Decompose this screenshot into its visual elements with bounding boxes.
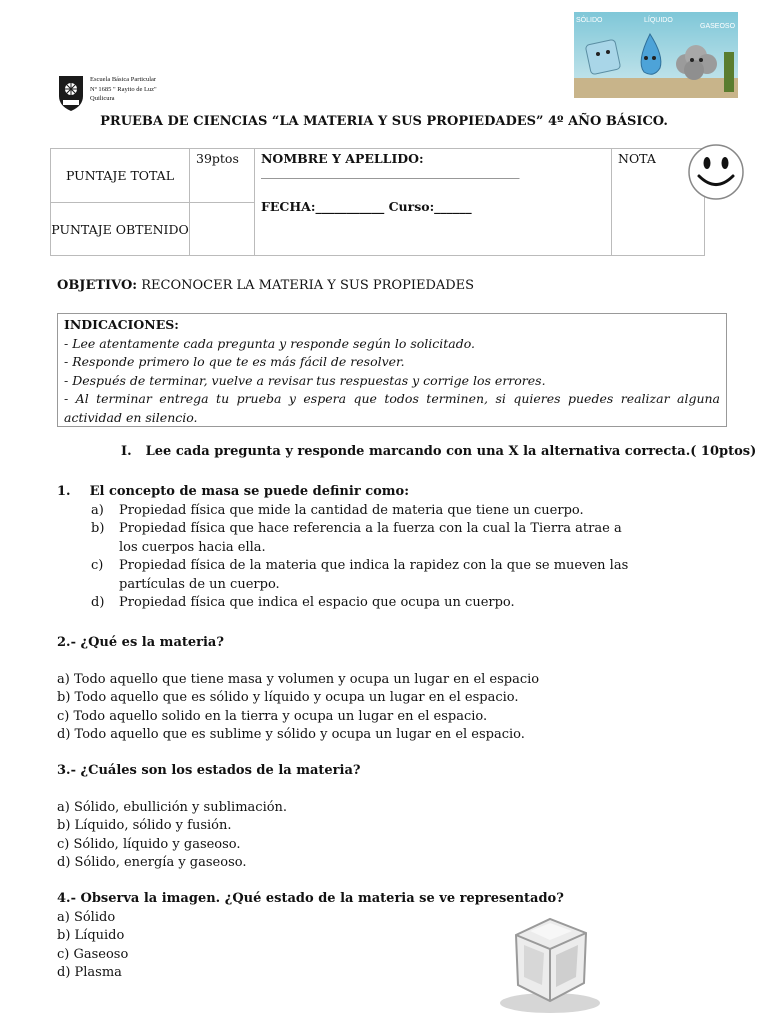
- obtained-score-field[interactable]: [190, 203, 255, 256]
- q4-option-a[interactable]: a) Sólido: [57, 909, 116, 925]
- school-line-1: Escuela Básica Particular: [90, 76, 157, 83]
- q2-option-a[interactable]: a) Todo aquello que tiene masa y volumen y ocupa un lugar en el espacio: [57, 671, 540, 687]
- q2-option-c[interactable]: c) Todo aquello solido en la tierra y ocupa un lugar en el espacio.: [57, 708, 488, 724]
- indication-item-4: - Al terminar entrega tu prueba y espera que todos terminen, si quieres puedes realizar alguna actividad en silencio.: [64, 391, 720, 425]
- date-course-field[interactable]: FECHA:___________ Curso:______: [261, 199, 472, 214]
- total-score-value: 39ptos: [190, 149, 255, 203]
- indication-item-3: - Después de terminar, vuelve a revisar tus respuestas y corrige los errores.: [64, 372, 546, 388]
- score-table: [50, 148, 705, 256]
- label-liquido: LÍQUIDO: [644, 17, 673, 24]
- q3-option-b[interactable]: b) Líquido, sólido y fusión.: [57, 818, 232, 833]
- objective-label: OBJETIVO:: [57, 278, 138, 293]
- q1-option-c[interactable]: c) Propiedad física de la materia que indica la rapidez con la que se mueven las partículas de un cuerpo.: [91, 558, 629, 592]
- question-4: [57, 890, 717, 983]
- obtained-score-label: PUNTAJE OBTENIDO: [51, 221, 189, 237]
- q3-text: 3.- ¿Cuáles son los estados de la materia?: [57, 763, 361, 778]
- q1-option-a[interactable]: a) Propiedad física que mide la cantidad de materia que tiene un cuerpo.: [91, 502, 584, 518]
- school-line-3: Quilicura: [90, 95, 115, 102]
- section-text: Lee cada pregunta y responde marcando con una X la alternativa correcta.( 10ptos): [145, 444, 757, 459]
- q1-text: El concepto de masa se puede definir como:: [89, 484, 410, 499]
- label-solido: SÓLIDO: [576, 17, 603, 24]
- ice-cube-icon: [585, 39, 621, 75]
- q3-option-c[interactable]: c) Sólido, líquido y gaseoso.: [57, 836, 241, 852]
- q4-option-b[interactable]: b) Líquido: [57, 928, 125, 943]
- question-3: [57, 762, 717, 873]
- question-1: [57, 483, 697, 613]
- q2-text: 2.- ¿Qué es la materia?: [57, 635, 224, 650]
- name-field[interactable]: _______________________________________________: [261, 166, 520, 179]
- states-of-matter-illustration: [574, 12, 738, 98]
- q1-number: 1.: [57, 484, 71, 499]
- indications-box: [57, 313, 727, 427]
- q1-option-b[interactable]: b) Propiedad física que hace referencia a la fuerza con la cual la Tierra atrae a los cuerpos hacia ella.: [91, 521, 622, 555]
- q4-option-c[interactable]: c) Gaseoso: [57, 946, 129, 962]
- total-score-label: PUNTAJE TOTAL: [65, 168, 175, 183]
- section-title: [121, 444, 756, 459]
- smiley-face-icon: [687, 143, 745, 201]
- q1-option-d[interactable]: d) Propiedad física que indica el espacio que ocupa un cuerpo.: [91, 595, 515, 610]
- page-title: PRUEBA DE CIENCIAS “LA MATERIA Y SUS PROPIEDADES” 4º AÑO BÁSICO.: [100, 114, 668, 129]
- school-header: [57, 74, 207, 114]
- grade-label: NOTA: [618, 151, 656, 166]
- q3-option-d[interactable]: d) Sólido, energía y gaseoso.: [57, 855, 247, 870]
- objective: [57, 278, 474, 293]
- q4-text: 4.- Observa la imagen. ¿Qué estado de la materia se ve representado?: [57, 891, 564, 906]
- melting-ice-cube-icon: [496, 905, 604, 1017]
- indication-item-2: - Responde primero lo que te es más fácil de resolver.: [64, 354, 405, 369]
- section-number: I.: [121, 444, 132, 459]
- q3-option-a[interactable]: a) Sólido, ebullición y sublimación.: [57, 799, 288, 815]
- school-line-2: Nº 1685 " Rayito de Luz": [90, 85, 157, 93]
- indication-item-1: - Lee atentamente cada pregunta y responde según lo solicitado.: [64, 335, 476, 351]
- q2-option-d[interactable]: d) Todo aquello que es sublime y sólido y ocupa un lugar en el espacio.: [57, 727, 525, 742]
- school-shield-icon: [57, 74, 85, 112]
- name-label: NOMBRE Y APELLIDO:: [261, 151, 424, 166]
- q2-option-b[interactable]: b) Todo aquello que es sólido y líquido y ocupa un lugar en el espacio.: [57, 690, 519, 705]
- label-gaseoso: GASEOSO: [700, 23, 736, 30]
- objective-text: RECONOCER LA MATERIA Y SUS PROPIEDADES: [137, 278, 475, 293]
- q4-option-d[interactable]: d) Plasma: [57, 965, 122, 980]
- indications-title: INDICACIONES:: [64, 317, 179, 332]
- question-2: [57, 634, 717, 745]
